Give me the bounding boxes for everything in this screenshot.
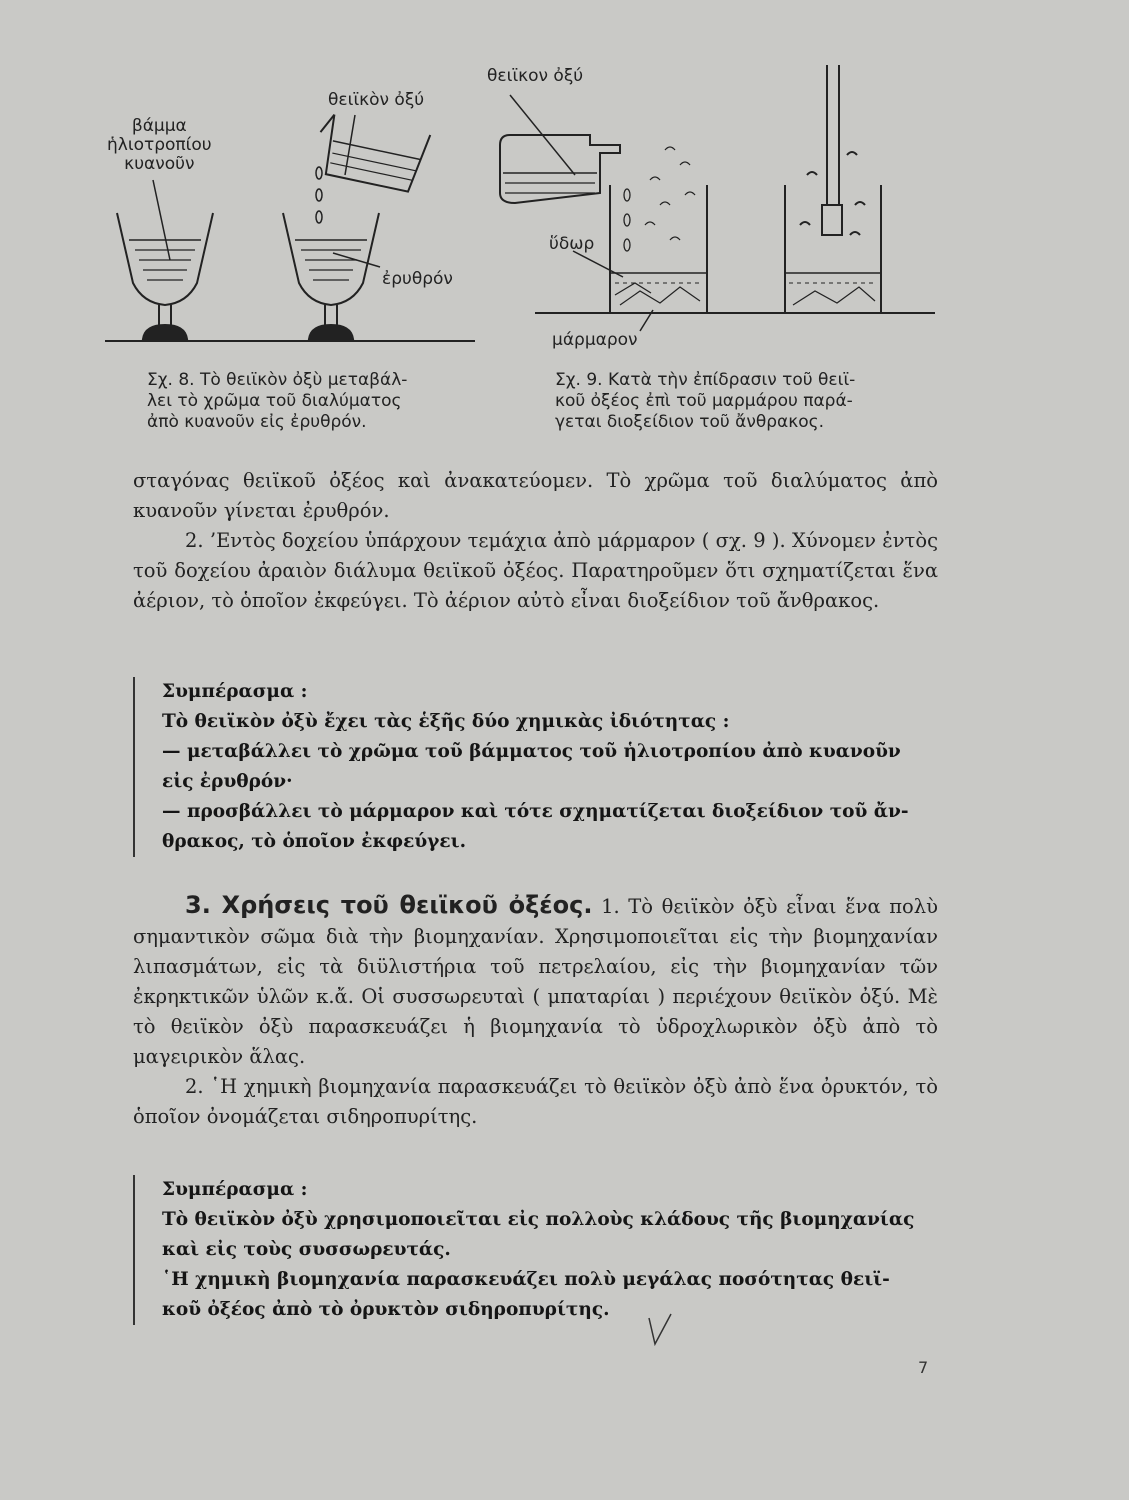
section-3-paragraph-1-text: 1. Τὸ θειϊκὸν ὀξὺ εἶναι ἕνα πολὺ σημαντικὸν σῶμα διὰ τὴν βιομηχανίαν. Χρησιμοποιεῖται εἰς τὴν βιομηχανίαν λιπασμάτων, εἰς τὰ διϋλιστήρια τοῦ πετρελαίου, εἰς τὴν βιομηχανίαν τῶν ἐκρηκτικῶν ὑλῶν κ.ἄ. Οἱ συσσωρευταὶ ( μπαταρίαι ) περιέχουν θειϊκὸν ὀξύ. Μὲ τὸ θειϊκὸν ὀξὺ παρασκευάζει ἡ βιομηχανία τὸ ὑδροχλωρικὸν ὀξὺ ἀπὸ τὸ μαγειρικὸν ἅλας. bbox=[133, 895, 938, 1068]
fig9-label-marble: μάρμαρον bbox=[552, 330, 638, 350]
fig8-right-glass bbox=[283, 213, 379, 339]
fig8-drops bbox=[316, 167, 322, 223]
conclusion-line: κοῦ ὀξέος ἀπὸ τὸ ὀρυκτὸν σιδηροπυρίτης. bbox=[162, 1299, 610, 1320]
paragraph-2: 2. ’Εντὸς δοχείου ὑπάρχουν τεμάχια ἀπὸ μάρμαρον ( σχ. 9 ). Χύνομεν ἐντὸς τοῦ δοχείου ἀραιὸν διάλυμα θειϊκοῦ ὀξέος. Παρατηροῦμεν ὅτι σχηματίζεται ἕνα ἀέριον, τὸ ὁποῖον ἐκφεύγει. Τὸ ἀέριον αὐτὸ εἶναι διοξείδιον τοῦ ἄνθρακος. bbox=[133, 529, 938, 612]
fig8-label-litmus: βάμμα ἡλιοτροπίου κυανοῦν bbox=[107, 116, 212, 174]
conclusion-heading: Συμπέρασμα : bbox=[162, 681, 308, 702]
page-number: 7 bbox=[918, 1358, 929, 1377]
handwritten-checkmark-icon bbox=[645, 1310, 675, 1350]
conclusion-line: ῾Η χημικὴ βιομηχανία παρασκευάζει πολὺ μεγάλας ποσότητας θειϊ- bbox=[162, 1269, 890, 1290]
fig8-label-red: ἐρυθρόν bbox=[382, 269, 453, 289]
fig9-acid-container bbox=[500, 135, 620, 203]
figures-area bbox=[95, 55, 955, 355]
body-paragraphs bbox=[133, 466, 938, 616]
conclusion-line: Τὸ θειϊκὸν ὀξὺ ἔχει τὰς ἑξῆς δύο χημικὰς ἰδιότητας : bbox=[162, 711, 730, 732]
fig9-drops-and-bubbles bbox=[624, 147, 695, 251]
section-3-paragraph-2: 2. ῾Η χημικὴ βιομηχανία παρασκευάζει τὸ θειϊκὸν ὀξὺ ἀπὸ ἕνα ὀρυκτόν, τὸ ὁποῖον ὀνομάζεται σιδηροπυρίτης. bbox=[133, 1075, 938, 1128]
fig9-caption: Σχ. 9. Κατὰ τὴν ἐπίδρασιν τοῦ θειϊ- κοῦ ὀξέος ἐπὶ τοῦ μαρμάρου παρά- γεται διοξείδιον τοῦ ἄνθρακος. bbox=[555, 370, 856, 432]
conclusion-line: θρακος, τὸ ὁποῖον ἐκφεύγει. bbox=[162, 831, 467, 852]
conclusion-line: εἰς ἐρυθρόν· bbox=[162, 771, 293, 792]
fig9-beaker-right bbox=[785, 65, 881, 313]
section-3-title: 3. Χρήσεις τοῦ θειϊκοῦ ὀξέος. bbox=[185, 891, 593, 919]
fig8-left-glass bbox=[117, 213, 213, 339]
section-3-paragraph-1 bbox=[133, 890, 938, 1072]
fig8-label-acid: θειϊκὸν ὀξύ bbox=[328, 90, 425, 110]
conclusion-heading: Συμπέρασμα : bbox=[162, 1179, 308, 1200]
fig9-pointer-water bbox=[573, 251, 623, 277]
conclusion-line: — μεταβάλλει τὸ χρῶμα τοῦ βάμματος τοῦ ἡλιοτροπίου ἀπὸ κυανοῦν bbox=[162, 741, 901, 762]
fig8-acid-jug bbox=[312, 113, 430, 194]
conclusion-line: — προσβάλλει τὸ μάρμαρον καὶ τότε σχηματίζεται διοξείδιον τοῦ ἄν- bbox=[162, 801, 909, 822]
paragraph-1: σταγόνας θειϊκοῦ ὀξέος καὶ ἀνακατεύομεν. Τὸ χρῶμα τοῦ διαλύματος ἀπὸ κυανοῦν γίνεται ἐρυθρόν. bbox=[133, 469, 938, 522]
fig9-label-acid: θειϊκον ὀξύ bbox=[487, 66, 584, 86]
conclusion-box-2 bbox=[133, 1175, 962, 1325]
conclusion-line: καὶ εἰς τοὺς συσσωρευτάς. bbox=[162, 1239, 451, 1260]
conclusion-line: Τὸ θειϊκὸν ὀξὺ χρησιμοποιεῖται εἰς πολλοὺς κλάδους τῆς βιομηχανίας bbox=[162, 1209, 915, 1230]
fig8-pointer-litmus bbox=[153, 180, 170, 260]
figure-drawings bbox=[95, 55, 955, 355]
fig8-caption: Σχ. 8. Τὸ θειϊκὸν ὀξὺ μεταβάλ- λει τὸ χρῶμα τοῦ διαλύματος ἀπὸ κυανοῦν εἰς ἐρυθρόν. bbox=[147, 370, 408, 432]
conclusion-box-1 bbox=[133, 677, 962, 857]
section-3 bbox=[133, 890, 938, 1132]
fig9-label-water: ὕδωρ bbox=[549, 234, 595, 254]
